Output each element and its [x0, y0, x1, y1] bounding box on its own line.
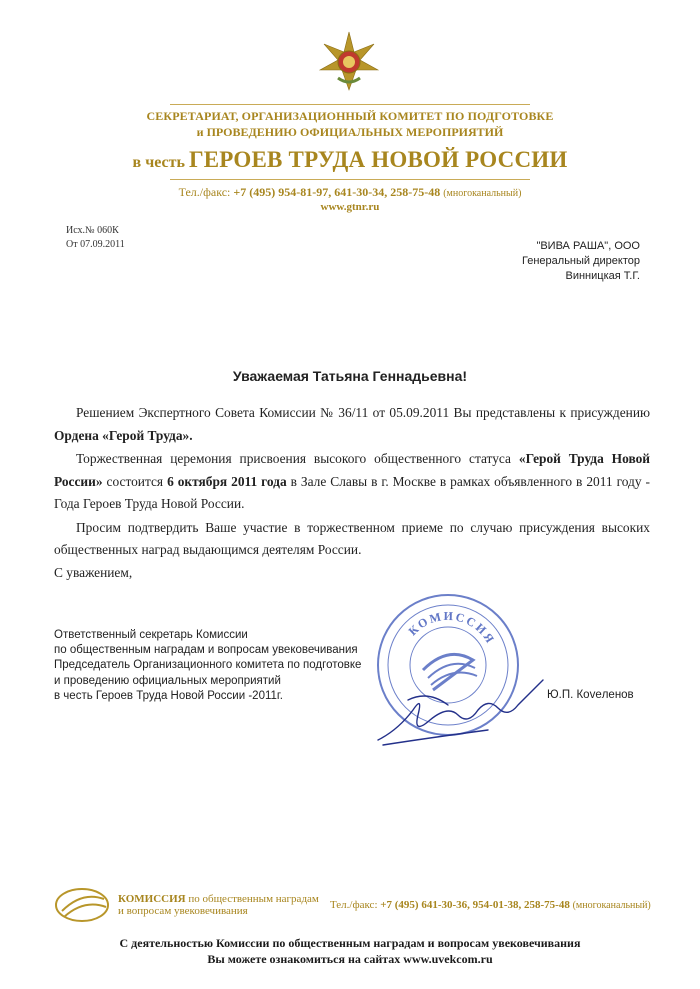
letter-body — [54, 402, 650, 562]
signature-line-3: Председатель Организационного комитета по подготовке — [54, 659, 362, 672]
reference-block — [66, 224, 125, 252]
header-website: www.gtnr.ru — [320, 201, 380, 213]
header-divider-bottom — [170, 179, 530, 180]
header-phone — [0, 185, 700, 200]
footer-phone-prefix: Тел./факс: — [330, 899, 378, 911]
signature-line-4: и проведению официальных мероприятий — [54, 674, 281, 687]
header-org-line1: СЕКРЕТАРИАТ, ОРГАНИЗАЦИОННЫЙ КОМИТЕТ ПО ПОДГОТОВКЕ — [146, 109, 554, 123]
signature-line-5: в честь Героев Труда Новой России -2011г. — [54, 689, 283, 702]
reference-number: Исх.№ 060К — [66, 225, 119, 236]
body-p1-text: Решением Экспертного Совета Комиссии № 36/11 от 05.09.2011 Вы представлены к присуждению — [76, 405, 650, 420]
addressee-company: "ВИВА РАША", ООО — [536, 240, 640, 252]
signature-line-1: Ответственный секретарь Комиссии — [54, 629, 248, 641]
header-title-prefix: в честь — [132, 154, 185, 171]
greeting: Уважаемая Татьяна Геннадьевна! — [232, 368, 468, 384]
footer-note-1: С деятельностью Комиссии по общественным наградам и вопросам увековечивания — [119, 936, 581, 950]
body-p2-text-mid: состоится — [102, 473, 168, 489]
body-paragraph-3: Просим подтвердить Ваше участие в торжественном приеме по случаю присуждения высоких общественных наград выдающимся деятелям России. — [54, 519, 650, 557]
signatory-name: Ю.П. Коveленов — [547, 689, 634, 701]
footer-note-2: Вы можете ознакомиться на сайтах www.uvekcom.ru — [207, 952, 493, 966]
svg-text:КОМИССИЯ — [406, 609, 498, 647]
order-emblem-icon — [318, 30, 380, 92]
signature-line-2: по общественным наградам и вопросам увековечивания — [54, 644, 358, 657]
stamp-text: КОМИССИЯ — [405, 608, 499, 647]
header-phone-numbers: +7 (495) 954-81-97, 641-30-34, 258-75-48 — [233, 185, 441, 199]
body-p2-bold-date: 6 октября 2011 года — [167, 473, 287, 489]
footer-phone-numbers: +7 (495) 641-30-36, 954-01-38, 258-75-48 — [380, 899, 570, 911]
footer-phone-suffix: (многоканальный) — [572, 900, 651, 911]
footer-org — [118, 893, 319, 917]
header-title — [0, 147, 700, 176]
body-p1-bold: Ордена «Герой Труда». — [54, 427, 193, 443]
commission-logo-icon — [52, 885, 112, 925]
footer-org-line2: и вопросам увековечивания — [118, 905, 248, 917]
footer-org-rest: по общественным наградам — [185, 893, 319, 905]
addressee-position: Генеральный директор — [522, 255, 640, 267]
addressee-block — [522, 239, 640, 284]
body-p2-text-end: в Зале Славы в г. Москве в рамках объявленного в 2011 году - Года Героев Труда Новой России. — [54, 473, 650, 511]
body-paragraph-1 — [54, 402, 650, 447]
header-phone-prefix: Тел./факс: — [178, 185, 231, 199]
header-phone-suffix: (многоканальный) — [443, 188, 522, 199]
addressee-name: Винницкая Т.Г. — [565, 270, 640, 282]
signature-block — [54, 628, 361, 704]
header-org-line2: и ПРОВЕДЕНИЮ ОФИЦИАЛЬНЫХ МЕРОПРИЯТИЙ — [196, 125, 504, 139]
body-p2-bold-title: «Герой Труда Новой России» — [54, 451, 650, 489]
header-title-main: ГЕРОЕВ ТРУДА НОВОЙ РОССИИ — [188, 147, 568, 172]
reference-date: От 07.09.2011 — [66, 239, 125, 250]
header-divider-top — [170, 104, 530, 105]
handwritten-signature-icon — [368, 660, 558, 750]
closing: С уважением, — [54, 565, 133, 580]
body-p2-text-start: Торжественная церемония присвоения высокого общественного статуса — [76, 451, 519, 466]
footer-org-caps: КОМИССИЯ — [118, 893, 186, 905]
body-paragraph-2 — [54, 448, 650, 516]
footer-phone — [330, 899, 651, 911]
